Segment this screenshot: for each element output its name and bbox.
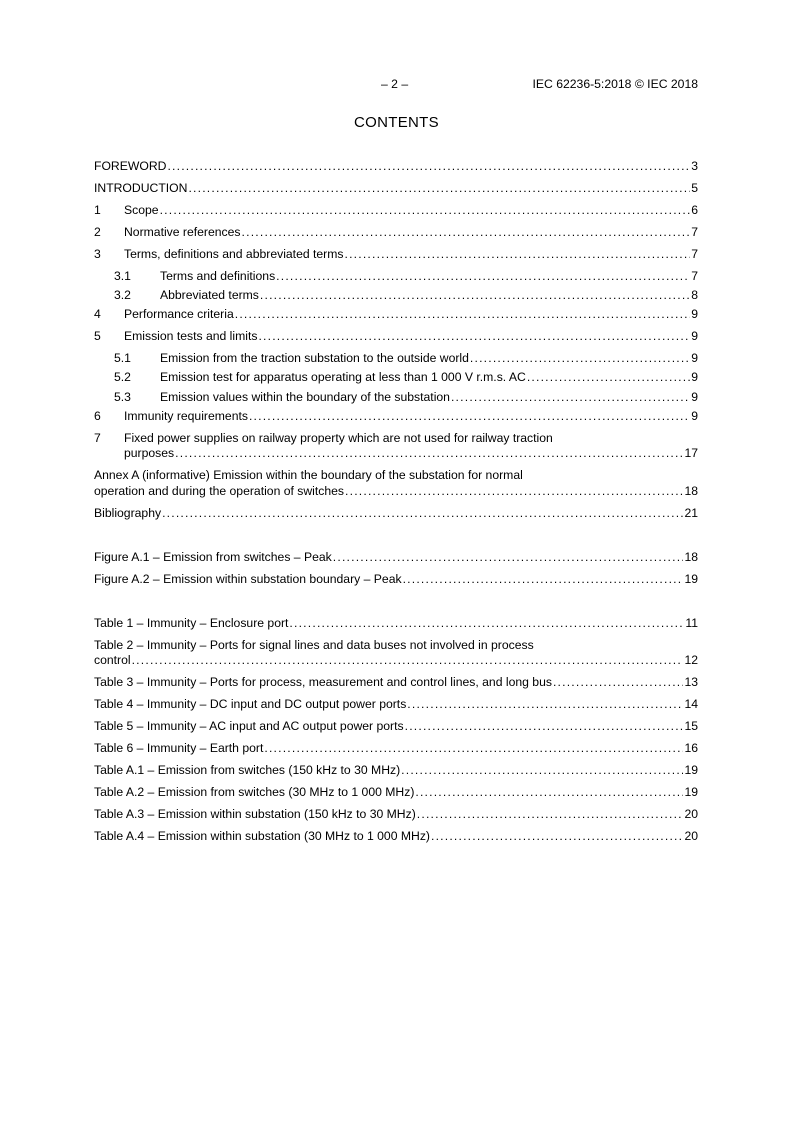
table-label: Table 4 – Immunity – DC input and DC output power ports (94, 697, 407, 711)
toc-entry-abbreviated-terms[interactable] (114, 288, 698, 302)
toc-number: 6 (94, 409, 101, 423)
table-entry[interactable] (94, 763, 698, 777)
toc-page: 6 (691, 203, 698, 217)
table-label: Table 3 – Immunity – Ports for process, measurement and control lines, and long bus (94, 675, 552, 689)
figure-page: 18 (684, 550, 698, 564)
toc-page: 9 (691, 307, 698, 321)
table-entry[interactable] (94, 697, 698, 711)
dot-leader (175, 446, 683, 460)
toc-label: Scope (124, 203, 159, 217)
table-label: Table 5 – Immunity – AC input and AC output power ports (94, 719, 404, 733)
table-page: 20 (684, 807, 698, 821)
dot-leader (258, 329, 690, 343)
toc-label: Emission from the traction substation to the outside world (160, 351, 469, 365)
toc-entry-fixed-power[interactable] (124, 446, 698, 460)
toc-entry-foreword[interactable] (94, 159, 698, 173)
toc-page: 21 (684, 506, 698, 520)
table-page: 15 (684, 719, 698, 733)
table-label: Table A.2 – Emission from switches (30 MHz to 1 000 MHz) (94, 785, 415, 799)
table-label: Table 6 – Immunity – Earth port (94, 741, 264, 755)
table-page: 13 (684, 675, 698, 689)
toc-entry-annex-a[interactable] (94, 484, 698, 498)
toc-label: Terms, definitions and abbreviated terms (124, 247, 344, 261)
toc-page: 9 (691, 329, 698, 343)
dot-leader (417, 807, 684, 821)
toc-label: Emission tests and limits (124, 329, 258, 343)
dot-leader (407, 697, 683, 711)
toc-number: 2 (94, 225, 101, 239)
dot-leader (242, 225, 691, 239)
page-title: CONTENTS (354, 114, 439, 131)
toc-entry-normative-references[interactable] (94, 225, 698, 239)
table-label: control (94, 653, 131, 667)
table-entry[interactable] (94, 616, 698, 630)
toc-label: Immunity requirements (124, 409, 248, 423)
toc-number: 3.2 (114, 288, 131, 302)
dot-leader (415, 785, 683, 799)
dot-leader (260, 288, 690, 302)
dot-leader (403, 572, 684, 586)
dot-leader (553, 675, 683, 689)
toc-page: 9 (691, 370, 698, 384)
dot-leader (527, 370, 690, 384)
toc-entry-terms[interactable] (94, 247, 698, 261)
toc-page: 7 (691, 269, 698, 283)
toc-label: Emission test for apparatus operating at less than 1 000 V r.m.s. AC (160, 370, 526, 384)
table-entry[interactable] (94, 653, 698, 667)
dot-leader (188, 181, 690, 195)
toc-number: 5.3 (114, 390, 131, 404)
table-label: Table A.1 – Emission from switches (150 kHz to 30 MHz) (94, 763, 401, 777)
toc-label: Normative references (124, 225, 241, 239)
toc-label: Abbreviated terms (160, 288, 259, 302)
toc-label: Emission values within the boundary of the substation (160, 390, 450, 404)
toc-number: 3.1 (114, 269, 131, 283)
dot-leader (431, 829, 683, 843)
toc-entry-scope[interactable] (94, 203, 698, 217)
toc-page: 5 (691, 181, 698, 195)
toc-entry-bibliography[interactable] (94, 506, 698, 520)
dot-leader (167, 159, 690, 173)
figure-page: 19 (684, 572, 698, 586)
toc-number: 1 (94, 203, 101, 217)
toc-number: 3 (94, 247, 101, 261)
document-id-header: IEC 62236-5:2018 © IEC 2018 (532, 77, 698, 91)
table-label: Table A.3 – Emission within substation (150 kHz to 30 MHz) (94, 807, 416, 821)
dot-leader (345, 484, 683, 498)
dot-leader (132, 653, 684, 667)
toc-page: 8 (691, 288, 698, 302)
toc-page: 3 (691, 159, 698, 173)
toc-entry-performance-criteria[interactable] (94, 307, 698, 321)
toc-label: FOREWORD (94, 159, 167, 173)
table-entry[interactable] (94, 741, 698, 755)
table-entry[interactable] (94, 675, 698, 689)
toc-page: 18 (684, 484, 698, 498)
figure-entry[interactable] (94, 550, 698, 564)
dot-leader (333, 550, 684, 564)
table-label-line1: Table 2 – Immunity – Ports for signal lines and data buses not involved in process (94, 638, 534, 652)
table-entry[interactable] (94, 719, 698, 733)
dot-leader (289, 616, 684, 630)
toc-label: purposes (124, 446, 175, 460)
dot-leader (162, 506, 683, 520)
toc-label-line1: Annex A (informative) Emission within the boundary of the substation for normal (94, 468, 523, 482)
toc-entry-5-2[interactable] (114, 370, 698, 384)
dot-leader (470, 351, 690, 365)
toc-entry-introduction[interactable] (94, 181, 698, 195)
table-page: 11 (685, 616, 698, 630)
toc-page: 9 (691, 390, 698, 404)
toc-number: 5.1 (114, 351, 131, 365)
table-entry[interactable] (94, 785, 698, 799)
dot-leader (160, 203, 691, 217)
toc-page: 17 (684, 446, 698, 460)
figure-label: Figure A.1 – Emission from switches – Peak (94, 550, 332, 564)
table-page: 16 (684, 741, 698, 755)
toc-number: 5 (94, 329, 101, 343)
dot-leader (405, 719, 684, 733)
dot-leader (235, 307, 690, 321)
dot-leader (264, 741, 683, 755)
table-page: 14 (684, 697, 698, 711)
dot-leader (276, 269, 690, 283)
dot-leader (401, 763, 683, 777)
toc-page: 9 (691, 409, 698, 423)
figure-entry[interactable] (94, 572, 698, 586)
toc-label: INTRODUCTION (94, 181, 188, 195)
table-page: 20 (684, 829, 698, 843)
table-label: Table A.4 – Emission within substation (30 MHz to 1 000 MHz) (94, 829, 430, 843)
dot-leader (451, 390, 690, 404)
toc-label-line1: Fixed power supplies on railway property which are not used for railway traction (124, 431, 553, 445)
toc-number: 4 (94, 307, 101, 321)
toc-entry-5-3[interactable] (114, 390, 698, 404)
toc-page: 7 (691, 247, 698, 261)
toc-page: 7 (691, 225, 698, 239)
toc-entry-terms-definitions[interactable] (114, 269, 698, 283)
toc-label: Performance criteria (124, 307, 234, 321)
dot-leader (249, 409, 690, 423)
table-page: 19 (684, 785, 698, 799)
table-page: 19 (684, 763, 698, 777)
toc-page: 9 (691, 351, 698, 365)
toc-label: Terms and definitions (160, 269, 276, 283)
table-page: 12 (684, 653, 698, 667)
toc-number: 5.2 (114, 370, 131, 384)
toc-label: Bibliography (94, 506, 162, 520)
toc-entry-5-1[interactable] (114, 351, 698, 365)
table-label: Table 1 – Immunity – Enclosure port (94, 616, 289, 630)
dot-leader (344, 247, 690, 261)
page-number-header: – 2 – (381, 77, 409, 91)
toc-label: operation and during the operation of switches (94, 484, 345, 498)
table-entry[interactable] (94, 829, 698, 843)
toc-number: 7 (94, 431, 101, 445)
toc-entry-emission-tests[interactable] (94, 329, 698, 343)
figure-label: Figure A.2 – Emission within substation boundary – Peak (94, 572, 402, 586)
toc-entry-immunity[interactable] (94, 409, 698, 423)
table-entry[interactable] (94, 807, 698, 821)
